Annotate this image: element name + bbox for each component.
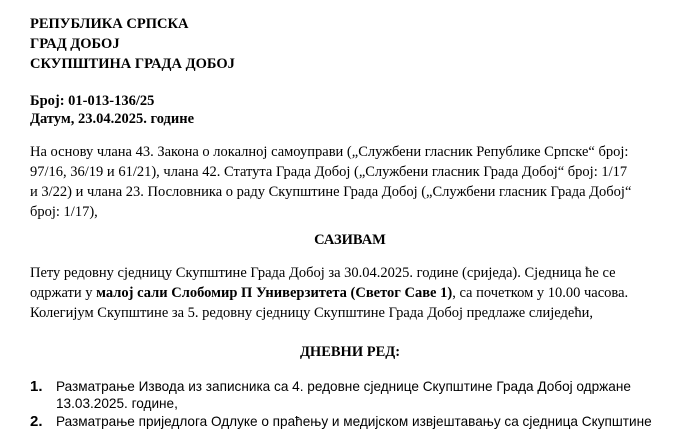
session-location: малој сали Слобомир П Универзитета (Светог Саве 1)	[96, 285, 453, 301]
agenda-item-line: 13.03.2025. године,	[56, 396, 178, 411]
agenda-item	[30, 378, 680, 412]
session-line: Пету редовну сједницу Скупштине Града Добој за 30.04.2025. године (сриједа). Сједница ће се	[30, 265, 616, 281]
session-line: Колегијум Скупштине за 5. редовну сједницу Скупштине Града Добој предлаже слиједећи,	[30, 305, 593, 321]
legal-basis-line: број: 1/17),	[30, 204, 98, 220]
agenda-title: ДНЕВНИ РЕД:	[299, 344, 401, 360]
agenda-list	[30, 378, 680, 431]
legal-basis-paragraph	[30, 142, 680, 222]
document-meta	[30, 92, 194, 128]
session-line	[30, 283, 680, 303]
agenda-item	[30, 413, 680, 430]
session-time: , са почетком у 10.00 часова.	[452, 285, 629, 301]
agenda-item-line: Разматрање приједлога Одлуке о праћењу и медијском извјештавању са сједница Скупштине	[56, 414, 652, 429]
agenda-item-text	[56, 378, 680, 412]
agenda-item-text	[56, 413, 680, 430]
legal-basis-line: и 3/22) и члана 23. Пословника о раду Скупштине Града Добој („Службени гласник Града Добој“	[30, 184, 632, 200]
document-number: Број: 01-013-136/25	[30, 93, 155, 109]
document-header	[30, 14, 235, 74]
session-location-pre: одржати у	[30, 285, 97, 301]
legal-basis-line: 97/16, 36/19 и 61/21), члана 42. Статута Града Добој („Службени гласник Града Добој“ број: 1/17	[30, 164, 628, 180]
document-date: Датум, 23.04.2025. године	[30, 111, 195, 127]
header-republic: РЕПУБЛИКА СРПСКА	[30, 16, 189, 32]
convene-title: САЗИВАМ	[314, 232, 386, 248]
header-assembly: СКУПШТИНА ГРАДА ДОБОЈ	[30, 56, 235, 72]
session-paragraph	[30, 263, 680, 323]
header-city: ГРАД ДОБОЈ	[30, 36, 120, 52]
legal-basis-line: На основу члана 43. Закона о локалној самоуправи („Службени гласник Републике Српске“ број:	[30, 144, 629, 160]
agenda-item-number: 2.	[30, 413, 43, 430]
agenda-item-line: Разматрање Извода из записника са 4. редовне сједнице Скупштине Града Добој одржане	[56, 379, 631, 394]
agenda-item-number: 1.	[30, 378, 43, 395]
